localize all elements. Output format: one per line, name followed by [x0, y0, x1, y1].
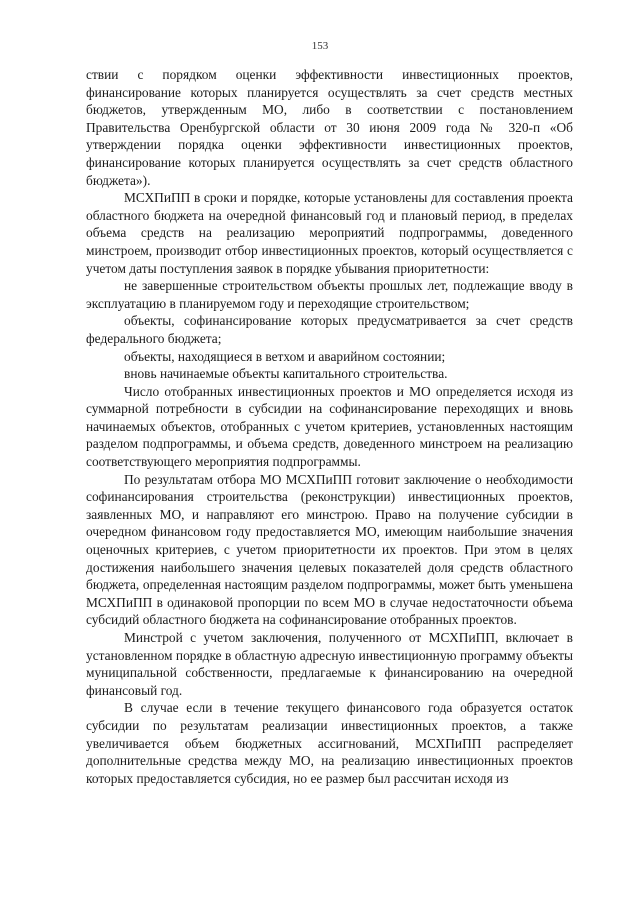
paragraph-selection-procedure: МСХПиПП в сроки и порядке, которые установлены для составления проекта областного бюджета на очередной финансовый год и плановый период, в пределах объема средств на реализацию мероприятий подпрограммы, доведенного минстроем, производит отбор инвестиционных проектов, который осуществляется с учетом даты поступления заявок в порядке убывания приоритетности: [86, 190, 573, 276]
priority-item-dilapidated: объекты, находящиеся в ветхом и аварийном состоянии; [124, 348, 446, 364]
paragraph-selection-results: По результатам отбора МО МСХПиПП готовит заключение о необходимости софинансирования строительства (реконструкции) инвестиционных проектов, заявленных МО, и направляют его минстрою. Право на получение субсидии в очередном финансовом году предоставляется МО, имеющим наибольшие значения оценочных критериев, с учетом приоритетности их проектов. При этом в целях достижения наибольшего значения целевых показателей доля средств областного бюджета, определенная настоящим разделом подпрограммы, может быть уменьшена МСХПиПП в одинаковой пропорции по всем МО в случае недостаточности объема субсидий областного бюджета на софинансирование отобранных проектов. [86, 471, 573, 628]
paragraph-ministry-inclusion: Минстрой с учетом заключения, полученного от МСХПиПП, включает в установленном порядке в областную адресную инвестиционную программу объекты муниципальной собственности, предлагаемые к финансированию на очередной финансовый год. [86, 630, 573, 698]
paragraph-remaining-subsidy: В случае если в течение текущего финансового года образуется остаток субсидии по результатам реализации инвестиционных проектов, а также увеличивается объем бюджетных ассигнований, МСХПиПП распределяет дополнительные средства между МО, на реализацию инвестиционных проектов которых предоставляется субсидия, но ее размер был рассчитан исходя из [86, 700, 573, 786]
paragraph-continuation: ствии с порядком оценки эффективности инвестиционных проектов, финансирование которых планируется осуществлять за счет средств местных бюджетов, утвержденным МО, либо в соответствии с постановлением Правительства Оренбургской области от 30 июня 2009 года № 320-п «Об утверждении порядка оценки эффективности инвестиционных проектов, финансирование которых планируется осуществлять за счет средств областного бюджета»). [86, 67, 573, 188]
paragraph-number-of-projects: Число отобранных инвестиционных проектов и МО определяется исходя из суммарной потребности в субсидии на софинансирование переходящих и вновь начинаемых объектов, отобранных с учетом критериев, установленных настоящим разделом подпрограммы, и объема средств, доведенного минстроем на реализацию соответствующего мероприятия подпрограммы. [86, 383, 573, 470]
priority-item-unfinished: не завершенные строительством объекты прошлых лет, подлежащие вводу в эксплуатацию в планируемом году и переходящие строительством; [86, 278, 573, 311]
document-body [86, 66, 573, 787]
priority-item-new: вновь начинаемые объекты капитального строительства. [124, 366, 448, 382]
page-number: 153 [311, 40, 329, 52]
priority-item-federal: объекты, софинансирование которых предусматривается за счет средств федерального бюджета; [86, 313, 573, 346]
